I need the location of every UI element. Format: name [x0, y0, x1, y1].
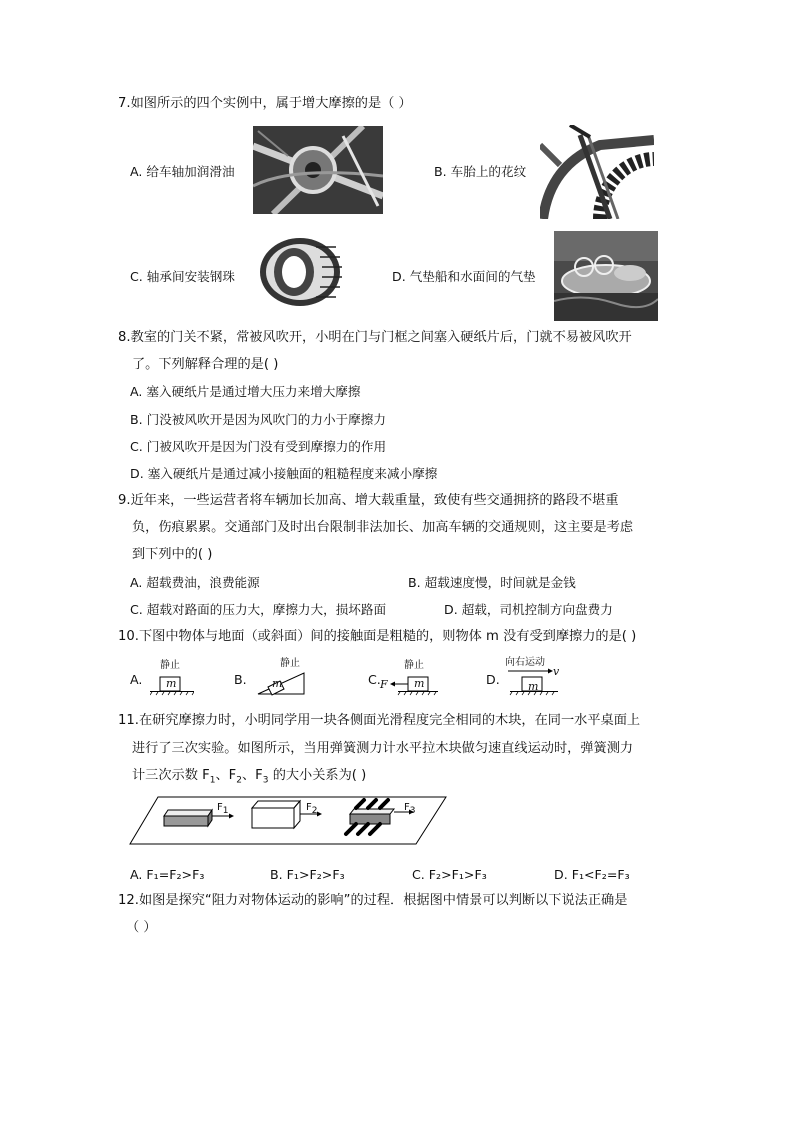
q11-f3-label: $F_3$ — [404, 802, 416, 816]
q8-stem-line2: 了。下列解释合理的是( ) — [132, 357, 279, 372]
q10-d-mass: m — [528, 680, 539, 693]
q11-option-b[interactable]: B. F₁>F₂>F₃ — [270, 867, 345, 882]
q8-option-d[interactable]: D. 塞入硬纸片是通过减小接触面的粗糙程度来减小摩擦 — [130, 466, 438, 481]
q12-stem-line2: （ ） — [126, 920, 157, 935]
q8-option-c[interactable]: C. 门被风吹开是因为门没有受到摩擦力的作用 — [130, 439, 387, 454]
q7-option-d[interactable]: D. 气垫船和水面间的气垫 — [392, 269, 536, 284]
q7-image-b-tire-pattern — [540, 125, 654, 219]
q10-stem: 10.下图中物体与地面（或斜面）间的接触面是粗糙的，则物体 m 没有受到摩擦力的是( ) — [118, 629, 637, 644]
q10-b-mass: m — [272, 677, 283, 690]
q9-stem-line1: 9.近年来，一些运营者将车辆加长加高、增大载重量，致使有些交通拥挤的路段不堪重 — [118, 493, 619, 508]
q8-option-b[interactable]: B. 门没被风吹开是因为风吹门的力小于摩擦力 — [130, 412, 386, 427]
q11-experiment-diagram — [128, 796, 448, 850]
q9-option-c[interactable]: C. 超载对路面的压力大，摩擦力大，损坏路面 — [130, 602, 387, 617]
q10-c-force-label: F — [380, 678, 388, 691]
q11-stem-line3: 计三次示数 $F_1$、$F_2$、$F_3$ 的大小关系为( ) — [132, 768, 367, 786]
q10-c-caption: 静止 — [404, 660, 424, 671]
q7-image-c-ball-bearing — [254, 235, 344, 309]
q9-option-b[interactable]: B. 超载速度慢，时间就是金钱 — [408, 575, 576, 590]
q10-c-diagram — [388, 672, 438, 696]
q11-stem-line1: 11.在研究摩擦力时，小明同学用一块各侧面光滑程度完全相同的木块，在同一水平桌面上 — [118, 713, 641, 728]
q7-image-a-bicycle-axle — [253, 126, 383, 214]
q10-a-caption: 静止 — [160, 660, 180, 671]
q12-stem-line1: 12.如图是探究“阻力对物体运动的影响”的过程．根据图中情景可以判断以下说法正确是 — [118, 893, 628, 908]
q11-stem-line2: 进行了三次实验。如图所示，当用弹簧测力计水平拉木块做匀速直线运动时，弹簧测力 — [132, 741, 634, 756]
q10-c-mass: m — [414, 677, 425, 690]
q7-option-b[interactable]: B. 车胎上的花纹 — [434, 164, 527, 179]
q10-option-a[interactable]: A. — [130, 672, 143, 687]
q8-option-a[interactable]: A. 塞入硬纸片是通过增大压力来增大摩擦 — [130, 384, 361, 399]
q10-a-mass: m — [166, 677, 177, 690]
q10-option-c[interactable]: C. — [368, 672, 381, 687]
q10-option-d[interactable]: D. — [486, 672, 500, 687]
q11-f1-label: $F_1$ — [217, 802, 229, 816]
q9-stem-line3: 到下列中的( ) — [132, 547, 213, 562]
q9-option-d[interactable]: D. 超载，司机控制方向盘费力 — [444, 602, 613, 617]
q10-b-caption: 静止 — [280, 658, 300, 669]
q9-option-a[interactable]: A. 超载费油，浪费能源 — [130, 575, 260, 590]
q11-option-a[interactable]: A. F₁=F₂>F₃ — [130, 867, 205, 882]
q7-option-c[interactable]: C. 轴承间安装钢珠 — [130, 269, 235, 284]
q7-image-d-hovercraft — [554, 231, 658, 321]
q8-stem-line1: 8.教室的门关不紧，常被风吹开，小明在门与门框之间塞入硬纸片后，门就不易被风吹开 — [118, 330, 632, 345]
q10-d-caption: 向右运动 — [505, 657, 545, 668]
q7-option-a[interactable]: A. 给车轴加润滑油 — [130, 164, 235, 179]
q11-option-d[interactable]: D. F₁<F₂=F₃ — [554, 867, 630, 882]
q11-f2-label: $F_2$ — [306, 802, 318, 816]
q9-stem-line2: 负，伤痕累累。交通部门及时出台限制非法加长、加高车辆的交通规则，这主要是考虑 — [132, 520, 634, 535]
q10-option-b[interactable]: B. — [234, 672, 247, 687]
q11-option-c[interactable]: C. F₂>F₁>F₃ — [412, 867, 487, 882]
q7-stem: 7.如图所示的四个实例中，属于增大摩擦的是（ ） — [118, 96, 412, 111]
q10-d-velocity-label: v — [553, 665, 560, 678]
